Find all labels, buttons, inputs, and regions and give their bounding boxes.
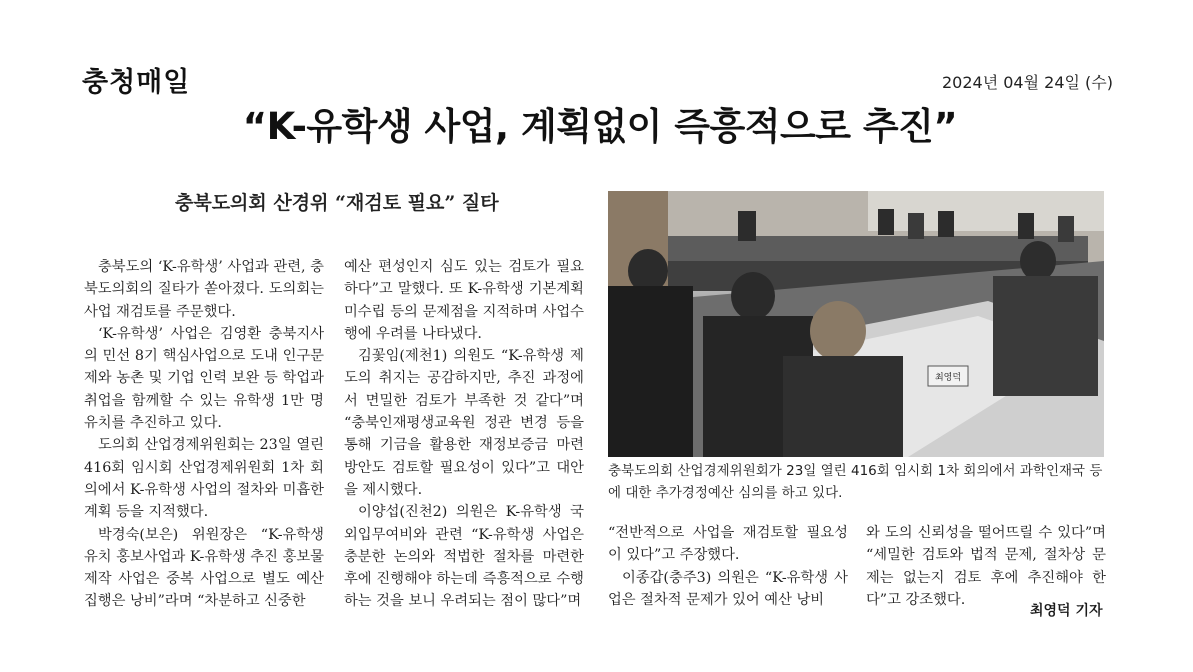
paragraph: 예산 편성인지 심도 있는 검토가 필요하다”고 말했다. 또 K-유학생 기본계획 미수립 등의 문제점을 지적하며 사업수행에 우려를 나타냈다. [344, 259, 584, 342]
meeting-photo [608, 191, 1104, 457]
publication-date: 2024년 04월 24일 (수) [941, 73, 1113, 92]
paper-name: 충청매일 [82, 67, 191, 98]
byline: 최영덕 기자 [1030, 603, 1103, 619]
nameplate-text: 최영덕 [934, 373, 962, 383]
article-column-1 [84, 256, 324, 613]
paragraph: 이양섭(진천2) 의원은 K-유학생 국외입무여비와 관련 “K-유학생 사업은 충분한 논의와 적법한 절차를 마련한 후에 진행해야 하는데 즉흥적으로 수행하는 것을 보니 우려되는 점이 많다”며 [344, 504, 584, 610]
paragraph: 충북도의 ‘K-유학생’ 사업과 관련, 충북도의회의 질타가 쏟아졌다. 도의회는 사업 재검토를 주문했다. [84, 259, 324, 320]
paragraph: 도의회 산업경제위원회는 23일 열린 416회 임시회 산업경제위원회 1차 회의에서 K-유학생 사업의 절차와 미흡한 계획 등을 지적했다. [84, 437, 324, 521]
subheadline: 충북도의회 산경위 “재검토 필요” 질타 [175, 192, 499, 214]
headline: “K-유학생 사업, 계획없이 즉흥적으로 추진” [242, 105, 958, 148]
paragraph: 와 도의 신뢰성을 떨어뜨릴 수 있다”며 “세밀한 검토와 법적 문제, 절차상 문제는 없는지 검토 후에 추진해야 한다”고 강조했다. [866, 525, 1106, 608]
paragraph: 김꽃임(제천1) 의원도 “K-유학생 제도의 취지는 공감하지만, 추진 과정에서 면밀한 검토가 부족한 것 같다”며 “충북인재평생교육원 정관 변경 등을 통해 기금을 활용한 재정보증금 마련 방안도 검토할 필요성이 있다”고 대안을 제시했다. [344, 348, 584, 498]
paragraph: ‘K-유학생’ 사업은 김영환 충북지사의 민선 8기 핵심사업으로 도내 인구문제와 농촌 및 기업 인력 보완 등 학업과 취업을 함께할 수 있는 유학생 1만 명 유치를 추진하고 있다. [84, 325, 324, 432]
article-column-2 [344, 256, 584, 613]
paragraph: “전반적으로 사업을 재검토할 필요성이 있다”고 주장했다. [608, 525, 848, 564]
photo-caption: 충북도의회 산업경제위원회가 23일 열린 416회 임시회 1차 회의에서 과학인재국 등에 대한 추가경정예산 심의를 하고 있다. [608, 463, 1103, 501]
paragraph: 이종갑(충주3) 의원은 “K-유학생 사업은 절차적 문제가 있어 예산 낭비 [608, 569, 848, 608]
article-column-4 [866, 522, 1106, 611]
paragraph: 박경숙(보은) 위원장은 “K-유학생 유치 홍보사업과 K-유학생 추진 홍보물 제작 사업은 중복 사업으로 별도 예산 집행은 낭비”라며 “차분하고 신중한 [84, 526, 324, 610]
article-column-3 [608, 522, 848, 611]
